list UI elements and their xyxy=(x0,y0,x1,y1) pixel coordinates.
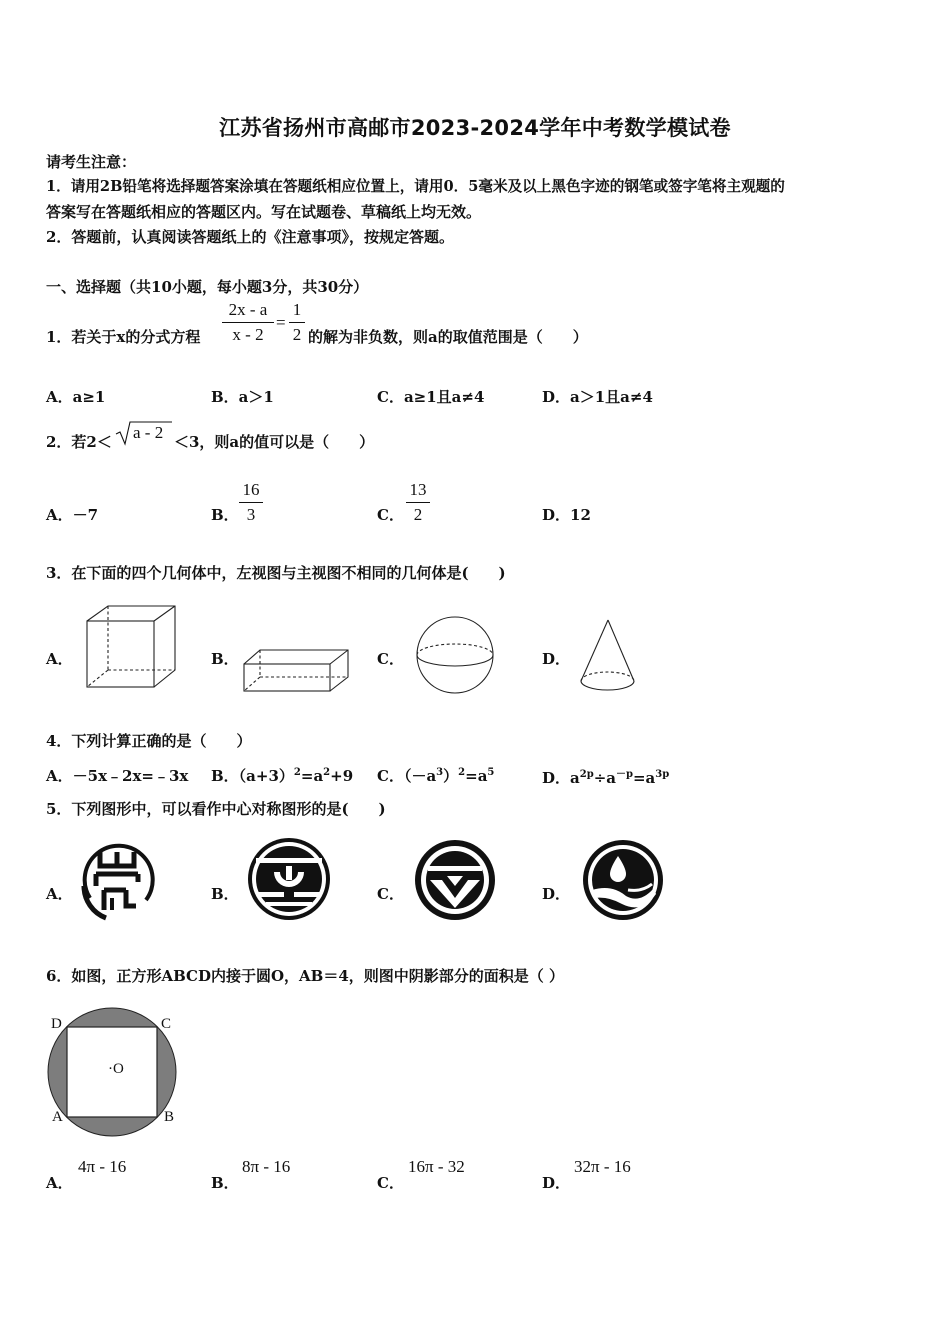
q6-label-d: D xyxy=(51,1016,62,1032)
q1-fraction-left xyxy=(222,300,274,345)
q6-option-d-value: 32π - 16 xyxy=(574,1157,631,1176)
page-title: 江苏省扬州市高邮市2023-2024学年中考数学模试卷 xyxy=(219,116,731,140)
q4-option-a[interactable]: A．－5x﹣2x=﹣3x xyxy=(46,767,189,785)
q4-text: 4．下列计算正确的是（ ） xyxy=(46,732,252,750)
q6-label-c: C xyxy=(161,1016,172,1032)
notice-line-3: 2．答题前，认真阅读答题纸上的《注意事项》，按规定答题。 xyxy=(46,228,454,246)
q4-b-sup2: 2 xyxy=(323,767,331,778)
q1-option-c[interactable]: C．a≥1且a≠4 xyxy=(377,388,485,406)
q3-text: 3．在下面的四个几何体中，左视图与主视图不相同的几何体是( ) xyxy=(46,564,506,582)
q2-option-b-numerator: 16 xyxy=(239,480,263,503)
q4-b-pre: B．（a+3） xyxy=(211,767,294,785)
notice-heading: 请考生注意： xyxy=(46,153,137,171)
q4-d-sup2: －p xyxy=(615,769,633,780)
section-heading: 一、选择题（共10小题，每小题3分，共30分） xyxy=(46,278,369,296)
q4-b-post: +9 xyxy=(330,767,354,785)
q1-equals: = xyxy=(276,313,286,332)
q4-c-mid2: =a xyxy=(465,767,488,785)
q6-option-c-label[interactable]: C． xyxy=(377,1174,404,1192)
q1-right-denominator: 2 xyxy=(292,325,302,344)
q6-option-a-label[interactable]: A． xyxy=(46,1174,73,1192)
q2-prefix: 2．若2＜ xyxy=(46,433,112,451)
q2-option-c-denominator: 2 xyxy=(413,505,423,524)
q4-c-sup2: 2 xyxy=(458,767,466,778)
q6-option-b-value: 8π - 16 xyxy=(242,1157,291,1176)
q2-option-c-label[interactable]: C． xyxy=(377,506,404,524)
q4-option-d[interactable] xyxy=(542,765,669,788)
q1-option-b[interactable]: B．a＞1 xyxy=(211,388,274,406)
q4-c-mid: ） xyxy=(443,767,459,785)
rectangular-prism-figure xyxy=(242,648,352,694)
logo-c-figure xyxy=(414,838,496,922)
q6-option-c-value: 16π - 32 xyxy=(408,1157,465,1176)
cone-figure xyxy=(578,618,638,694)
q6-option-b-label[interactable]: B． xyxy=(211,1174,239,1192)
q2-option-b-fraction xyxy=(239,480,263,525)
q1-prefix: 1．若关于x的分式方程 xyxy=(46,328,201,346)
q2-radicand: a - 2 xyxy=(133,423,164,442)
q4-c-pre: C．（－a xyxy=(377,767,437,785)
q6-label-o: ·O xyxy=(108,1061,124,1077)
q2-option-d[interactable]: D．12 xyxy=(542,506,591,524)
q3-option-a[interactable]: A． xyxy=(46,650,73,668)
q2-option-b-denominator: 3 xyxy=(246,505,256,524)
q5-option-c[interactable]: C． xyxy=(377,885,404,903)
q5-option-d[interactable]: D． xyxy=(542,885,571,903)
notice-line-1: 1．请用2B铅笔将选择题答案涂填在答题纸相应位置上，请用0．5毫米及以上黑色字迹的钢笔或签字笔将主观题的 xyxy=(46,178,785,195)
notice-line-2: 答案写在答题纸相应的答题区内。写在试题卷、草稿纸上均无效。 xyxy=(46,203,482,221)
q4-b-mid: =a xyxy=(300,767,324,785)
q4-d-mid2: =a xyxy=(632,769,656,787)
q4-c-sup3: 5 xyxy=(487,767,495,778)
q3-option-b[interactable]: B． xyxy=(211,650,239,668)
q4-d-sup3: 3p xyxy=(655,769,670,780)
q2-option-a[interactable]: A．－7 xyxy=(46,506,99,524)
q5-option-b[interactable]: B． xyxy=(211,885,239,903)
sphere-figure xyxy=(415,615,495,695)
q6-label-a: A xyxy=(52,1109,63,1125)
q1-denominator: x - 2 xyxy=(232,325,264,344)
q2-option-b-label[interactable]: B． xyxy=(211,506,239,524)
q4-option-b[interactable] xyxy=(211,765,353,786)
q1-right-numerator: 1 xyxy=(289,300,305,323)
q5-text: 5．下列图形中，可以看作中心对称图形的是( ) xyxy=(46,800,386,818)
q2-option-c-numerator: 13 xyxy=(406,480,430,503)
q5-option-a[interactable]: A． xyxy=(46,885,73,903)
q3-option-d[interactable]: D． xyxy=(542,650,571,668)
q4-d-mid: ÷a xyxy=(593,769,616,787)
cube-figure xyxy=(84,604,178,690)
logo-a-figure xyxy=(76,838,158,922)
q6-label-b: B xyxy=(164,1109,175,1125)
q4-d-pre: D．a xyxy=(542,769,580,787)
q1-option-d[interactable]: D．a＞1且a≠4 xyxy=(542,388,653,406)
q6-option-d-label[interactable]: D． xyxy=(542,1174,571,1192)
q1-option-a[interactable]: A．a≥1 xyxy=(46,388,106,406)
q4-b-sup1: 2 xyxy=(293,767,301,778)
logo-d-figure xyxy=(582,838,664,922)
q4-d-sup1: 2p xyxy=(579,769,594,780)
q1-numerator: 2x - a xyxy=(222,300,274,323)
q1-suffix: 的解为非负数，则a的取值范围是（ ） xyxy=(308,328,588,346)
q2-option-c-fraction xyxy=(406,480,430,525)
q1-fraction-right xyxy=(289,300,305,345)
q4-option-c[interactable] xyxy=(377,765,494,786)
q2-suffix: ＜3，则a的值可以是（ ） xyxy=(174,433,375,451)
q6-text: 6．如图，正方形ABCD内接于圆O，AB＝4，则图中阴影部分的面积是（ ） xyxy=(46,967,565,985)
q3-option-c[interactable]: C． xyxy=(377,650,404,668)
q6-option-a-value: 4π - 16 xyxy=(78,1157,127,1176)
q4-c-sup1: 3 xyxy=(436,767,444,778)
logo-b-figure xyxy=(246,836,332,922)
